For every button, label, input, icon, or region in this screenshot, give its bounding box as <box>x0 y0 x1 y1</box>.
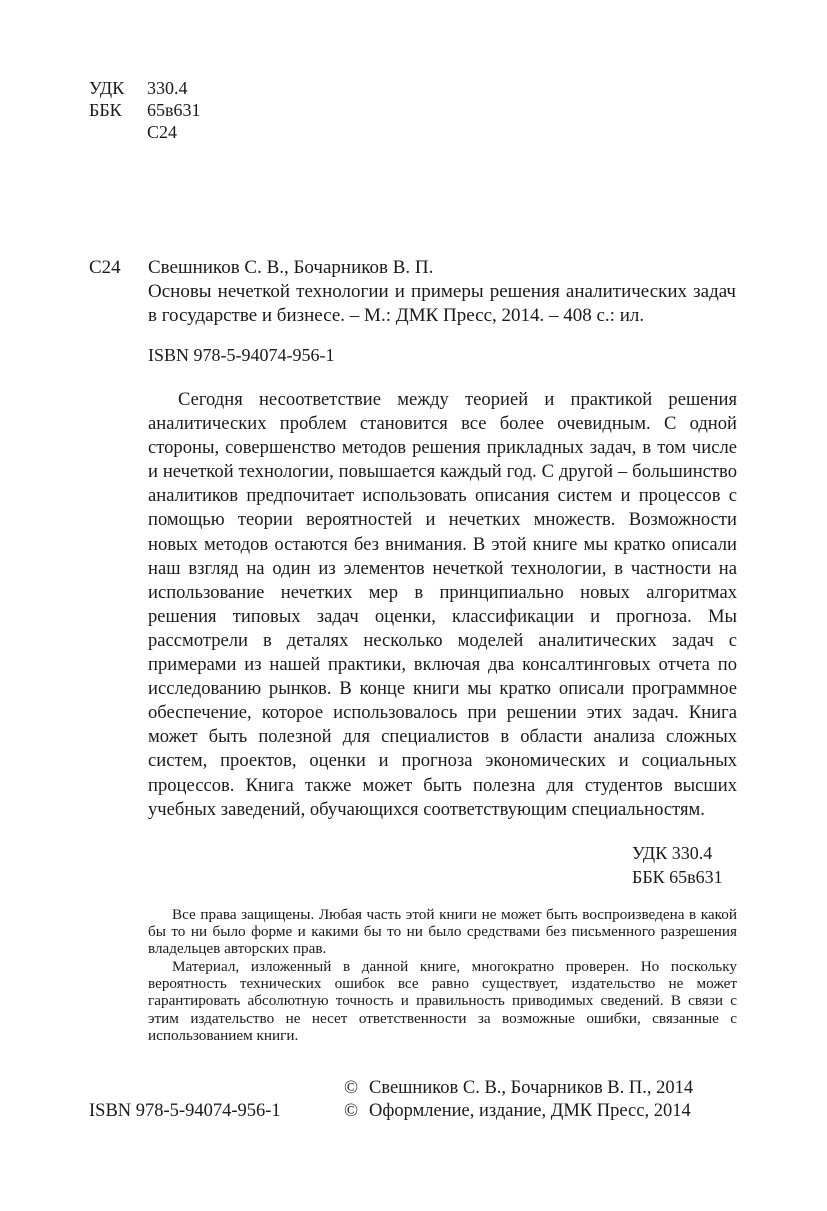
bbk-label: ББК <box>89 100 122 120</box>
bibliographic-record <box>148 256 736 328</box>
bbk-value: 65в631 <box>147 100 201 120</box>
udk-row <box>89 78 188 98</box>
rights-paragraph-1: Все права защищены. Любая часть этой книги не может быть воспроизведена в какой бы то ни было форме и какими бы то ни было средствами без письменного разрешения владельцев авторских прав. <box>148 906 737 958</box>
bbk-row <box>89 100 201 120</box>
index-bbk: ББК 65в631 <box>632 867 723 887</box>
record-code: С24 <box>89 257 121 278</box>
udk-value: 330.4 <box>147 78 188 98</box>
record-authors: Свешников С. В., Бочарников В. П. <box>148 257 434 278</box>
index-udk: УДК 330.4 <box>632 843 713 863</box>
copyright-publisher-text: Оформление, издание, ДМК Пресс, 2014 <box>369 1101 691 1121</box>
author-mark: С24 <box>147 122 178 142</box>
author-mark-row <box>89 122 177 142</box>
copyright-icon: © <box>344 1101 359 1121</box>
record-isbn: ISBN 978-5-94074-956-1 <box>148 345 335 365</box>
udk-label: УДК <box>89 78 125 98</box>
copyright-publisher <box>344 1100 691 1122</box>
rights-paragraph-2: Материал, изложенный в данной книге, многократно проверен. Но поскольку вероятность технических ошибок все равно существует, издательство не может гарантировать абсолютную точность и правильность приводимых сведений. В связи с этим издательство не несет ответственности за возможные ошибки, связанные с использованием книги. <box>148 958 737 1044</box>
copyright-authors-text: Свешников С. В., Бочарников В. П., 2014 <box>369 1078 694 1098</box>
copyright-icon: © <box>344 1078 359 1098</box>
abstract-paragraph: Сегодня несоответствие между теорией и практикой решения аналитических проблем становится все более очевидным. С одной стороны, совершенство методов решения прикладных задач, в том числе и нечеткой технологии, повышается каждый год. С другой – большинство аналитиков предпочитает использовать описания систем и процессов с помощью теории вероятностей и нечетких множеств. Возможности новых методов остаются без внимания. В этой книге мы кратко описали наш взгляд на один из элементов нечеткой технологии, в частности на использование нечетких мер в принципиально новых алгоритмах решения типовых задач оценки, классификации и прогноза. Мы рассмотрели в деталях несколько моделей аналитических задач с примерами из нашей практики, включая два консалтинговых отчета по исследованию рынков. В конце книги мы кратко описали программное обеспечение, которое использовалось при решении этих задач. Книга может быть полезной для специалистов в области анализа сложных систем, проектов, оценки и прогноза экономических и социальных процессов. Книга также может быть полезна для студентов высших учебных заведений, обучающихся соответствующим специальностям. <box>148 389 737 820</box>
copyright-authors <box>344 1077 693 1099</box>
isbn-bottom: ISBN 978-5-94074-956-1 <box>89 1101 281 1121</box>
record-description: Основы нечеткой технологии и примеры решения аналитических задач в государстве и бизнесе. – М.: ДМК Пресс, 2014. – 408 с.: ил. <box>148 281 736 326</box>
